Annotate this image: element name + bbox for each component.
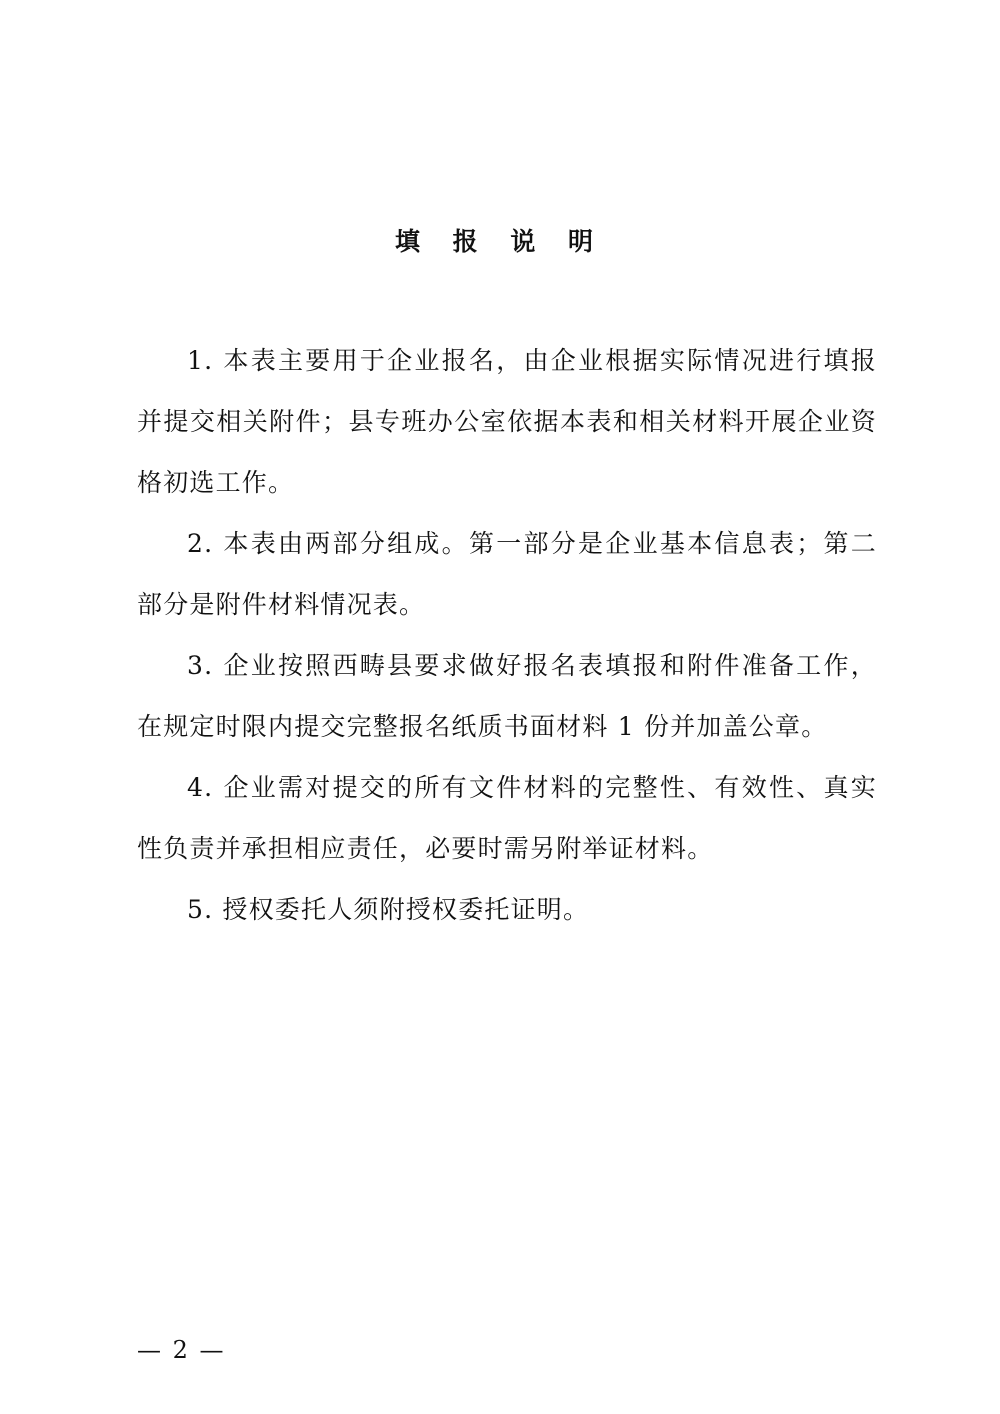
page-title: 填 报 说 明 [394,227,606,256]
instruction-paragraph-5: 5. 授权委托人须附授权委托证明。 [187,895,590,924]
page-number: — 2 — [137,1336,226,1364]
instruction-paragraph-2: 2. 本表由两部分组成。第一部分是企业基本信息表；第二部分是附件材料情况表。 [137,529,877,619]
instruction-paragraph-3: 3. 企业按照西畴县要求做好报名表填报和附件准备工作，在规定时限内提交完整报名纸质书面材料 1 份并加盖公章。 [137,651,877,741]
instruction-paragraph-1: 1. 本表主要用于企业报名，由企业根据实际情况进行填报并提交相关附件；县专班办公室依据本表和相关材料开展企业资格初选工作。 [137,346,877,497]
instruction-paragraph-4: 4. 企业需对提交的所有文件材料的完整性、有效性、真实性负责并承担相应责任，必要时需另附举证材料。 [137,773,877,863]
instructions-body [137,330,877,940]
